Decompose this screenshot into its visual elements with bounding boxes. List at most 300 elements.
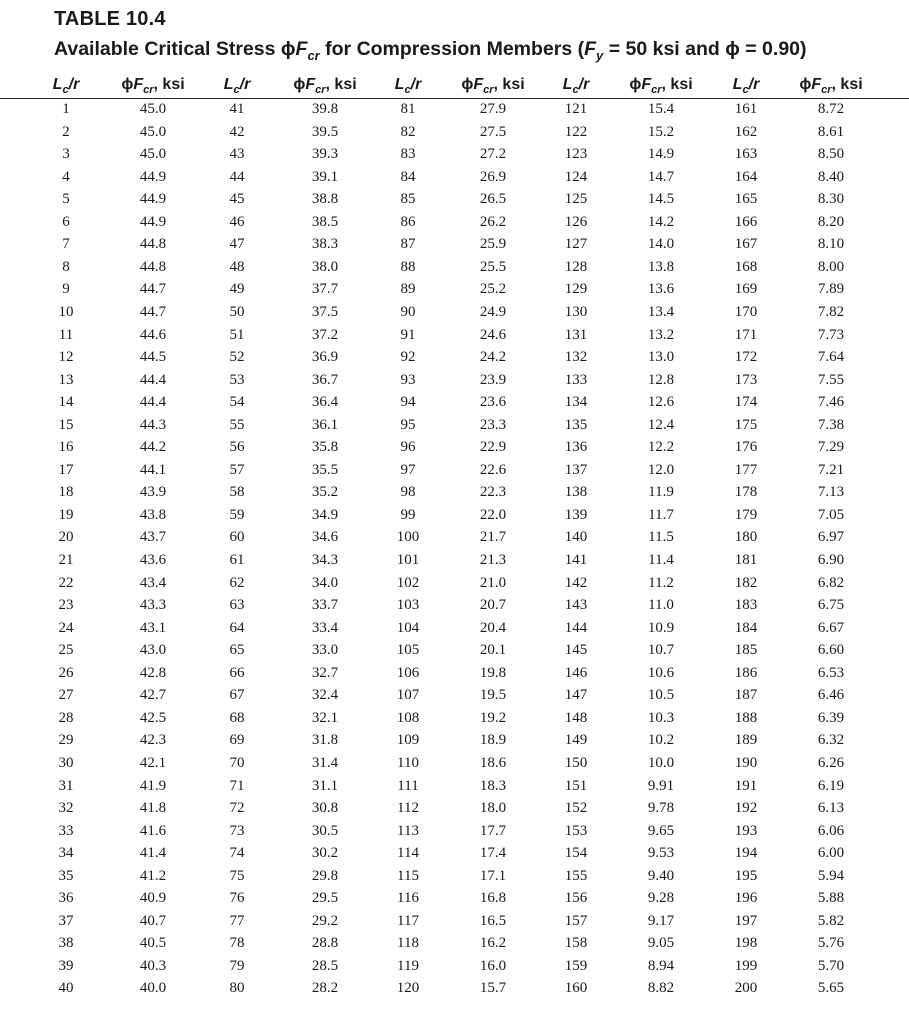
table-row [0,640,909,663]
lc-r-value: 104 [396,619,420,636]
phi-fcr-value: 5.94 [817,867,845,884]
phi-fcr-value: 43.4 [139,574,167,591]
phi-fcr-value: 24.2 [479,349,507,366]
phi-fcr-value: 14.9 [647,146,675,163]
phi-fcr-value: 6.60 [817,642,845,659]
table-row [0,708,909,731]
phi-fcr-value: 29.2 [311,912,339,929]
lc-r-value: 119 [397,957,419,974]
lc-r-value: 199 [734,957,758,974]
lc-r-value: 123 [564,146,588,163]
lc-r-value: 103 [396,597,420,614]
header-f: F [811,76,822,93]
phi-fcr-value: 26.2 [479,213,507,230]
lc-r-value: 4 [62,168,70,185]
table-row [0,527,909,550]
phi-fcr-value: 43.6 [139,552,167,568]
lc-r-value: 3 [62,146,70,163]
phi-fcr-value: 16.8 [479,890,507,907]
header-cr-sub [315,84,325,96]
lc-r-value: 193 [734,822,758,839]
lc-r-value: 111 [397,777,419,794]
lc-r-value: 101 [396,552,420,568]
lc-r-value: 13 [58,371,74,388]
phi-fcr-value: 30.8 [311,800,339,817]
lc-r-value: 134 [564,394,588,411]
phi-fcr-value: 20.1 [479,642,507,659]
lc-r-value: 22 [58,574,74,591]
header-lc-l: L [562,76,573,93]
header-f: F [133,76,144,93]
lc-r-value: 81 [400,101,416,117]
phi-fcr-value: 13.6 [647,281,675,298]
phi-fcr-value: 8.50 [817,146,845,163]
phi-fcr-value: 31.8 [311,732,339,749]
lc-r-value: 90 [400,303,416,320]
lc-r-value: 85 [400,191,416,208]
lc-r-value: 19 [58,506,74,523]
lc-r-value: 186 [734,664,758,681]
phi-fcr-value: 6.39 [817,709,845,726]
lc-r-value: 95 [400,416,416,433]
phi-fcr-value: 27.5 [479,123,507,140]
lc-r-value: 50 [229,303,245,320]
header-lc-c: c [233,84,240,97]
table-row [0,933,909,956]
lc-r-value: 150 [564,754,588,771]
phi-fcr-value: 38.0 [311,258,339,275]
lc-r-value: 179 [734,506,758,523]
phi-fcr-value: 11.2 [648,574,674,591]
phi-fcr-value: 33.4 [311,619,339,636]
lc-r-value: 108 [396,709,420,726]
phi-fcr-value: 7.29 [817,439,845,456]
phi-fcr-value: 28.8 [311,935,339,952]
lc-r-value: 2 [62,123,70,140]
lc-r-value: 38 [58,935,74,952]
phi-fcr-value: 12.6 [647,394,675,411]
lc-r-value: 16 [58,439,74,456]
phi-fcr-value: 25.5 [479,258,507,275]
phi-fcr-value: 23.9 [479,371,507,388]
table-row [0,843,909,866]
phi-fcr-value: 34.3 [311,552,339,568]
lc-r-value: 41 [229,101,245,117]
phi-fcr-value: 19.2 [479,709,507,726]
lc-r-value: 93 [400,371,416,388]
lc-r-value: 129 [564,281,588,298]
lc-r-value: 18 [58,484,74,501]
lc-r-value: 82 [400,123,416,140]
phi-fcr-value: 34.6 [311,529,339,546]
phi-fcr-value: 25.9 [479,236,507,253]
header-phi: ϕ [293,76,306,93]
lc-r-value: 56 [229,439,245,456]
lc-r-value: 138 [564,484,588,501]
phi-fcr-value: 42.8 [139,664,167,681]
lc-r-value: 141 [564,552,588,568]
phi-fcr-value: 9.17 [647,912,675,929]
phi-fcr-value: 15.4 [647,101,675,117]
phi-fcr-value: 14.5 [647,191,675,208]
lc-r-value: 66 [229,664,245,681]
table-row [0,978,909,1001]
phi-fcr-value: 43.9 [139,484,167,501]
lc-r-value: 39 [58,957,74,974]
lc-r-value: 170 [734,303,758,320]
phi-fcr-value: 21.0 [479,574,507,591]
phi-fcr-value: 27.9 [479,101,507,117]
phi-fcr-value: 21.3 [479,552,507,568]
phi-fcr-value: 9.05 [647,935,675,952]
phi-fcr-value: 38.8 [311,191,339,208]
lc-r-value: 166 [734,213,758,230]
phi-fcr-value: 37.5 [311,303,339,320]
header-cr: cr [821,84,832,97]
lc-r-value: 72 [229,800,245,817]
lc-r-value: 173 [734,371,758,388]
phi-fcr-value: 22.0 [479,506,507,523]
lc-r-value: 135 [564,416,588,433]
header-cr: cr [143,84,154,97]
phi-fcr-value: 10.6 [647,664,675,681]
phi-fcr-value: 42.1 [139,754,167,771]
header-phi: ϕ [121,76,134,93]
lc-r-value: 26 [58,664,74,681]
lc-r-value: 190 [734,754,758,771]
phi-fcr-value: 7.05 [817,506,845,523]
phi-fcr-value: 33.7 [311,597,339,614]
phi-fcr-value: 17.7 [479,822,507,839]
table-row [0,302,909,325]
lc-r-value: 47 [229,236,245,253]
table-row [0,685,909,708]
header-cr-sub [651,84,661,96]
phi-fcr-value: 16.0 [479,957,507,974]
phi-fcr-value: 5.76 [817,935,845,952]
header-phi-fcr [799,76,862,96]
phi-fcr-value: 10.5 [647,687,675,704]
lc-r-value: 114 [397,845,419,862]
phi-fcr-value: 12.2 [647,439,675,456]
table-row [0,888,909,911]
header-lc-l: L [394,76,405,93]
lc-r-value: 49 [229,281,245,298]
table-row [0,347,909,370]
phi-fcr-value: 37.7 [311,281,339,298]
lc-r-value: 51 [229,326,245,343]
phi-fcr-value: 32.1 [311,709,339,726]
phi-fcr-value: 44.6 [139,326,167,343]
lc-r-value: 106 [396,664,420,681]
phi-fcr-value: 16.5 [479,912,507,929]
phi-fcr-value: 12.4 [647,416,675,433]
lc-r-value: 161 [734,101,758,117]
phi-fcr-value: 21.7 [479,529,507,546]
phi-fcr-value: 44.9 [139,191,167,208]
lc-r-value: 32 [58,800,74,817]
lc-r-value: 107 [396,687,420,704]
header-cr-sub [483,84,493,96]
phi-fcr-value: 8.40 [817,168,845,185]
lc-r-value: 197 [734,912,758,929]
lc-r-value: 74 [229,845,245,862]
lc-r-value: 46 [229,213,245,230]
phi-fcr-value: 16.2 [479,935,507,952]
phi-fcr-value: 8.94 [647,957,675,974]
lc-r-value: 70 [229,754,245,771]
header-f: F [305,76,316,93]
lc-r-value: 172 [734,349,758,366]
phi-fcr-value: 12.0 [647,461,675,478]
phi-fcr-value: 44.8 [139,236,167,253]
lc-r-value: 73 [229,822,245,839]
lc-r-value: 165 [734,191,758,208]
phi-fcr-value: 20.4 [479,619,507,636]
lc-r-value: 40 [58,980,74,997]
table-row [0,257,909,280]
lc-r-value: 8 [62,258,70,275]
caption-mid: for Compression Members ( [319,38,585,60]
table-row [0,370,909,393]
lc-r-value: 62 [229,574,245,591]
phi-fcr-value: 9.28 [647,890,675,907]
phi-fcr-value: 17.1 [479,867,507,884]
lc-r-value: 79 [229,957,245,974]
lc-r-value: 92 [400,349,416,366]
header-lc-c: c [572,84,579,97]
lc-r-value: 156 [564,890,588,907]
lc-r-value: 75 [229,867,245,884]
lc-r-value: 71 [229,777,245,794]
phi-fcr-value: 7.13 [817,484,845,501]
phi-fcr-value: 17.4 [479,845,507,862]
table-header-row [0,74,909,99]
phi-fcr-value: 43.1 [139,619,167,636]
lc-r-value: 23 [58,597,74,614]
header-lc-rest: /r [748,76,760,93]
table-row [0,956,909,979]
lc-r-value: 99 [400,506,416,523]
header-lc-rest: /r [578,76,590,93]
lc-r-value: 117 [397,912,419,929]
lc-r-value: 31 [58,777,74,794]
phi-fcr-value: 20.7 [479,597,507,614]
header-lc-r [53,76,80,96]
header-phi: ϕ [461,76,474,93]
lc-r-value: 196 [734,890,758,907]
lc-r-value: 139 [564,506,588,523]
lc-r-value: 88 [400,258,416,275]
lc-r-value: 159 [564,957,588,974]
lc-r-value: 198 [734,935,758,952]
phi-fcr-value: 43.7 [139,529,167,546]
phi-fcr-value: 18.3 [479,777,507,794]
phi-fcr-value: 8.61 [817,123,845,140]
table-row [0,437,909,460]
phi-fcr-value: 32.4 [311,687,339,704]
header-lc-c: c [742,84,749,97]
caption-fy: F [584,38,597,60]
lc-r-value: 153 [564,822,588,839]
phi-fcr-value: 18.0 [479,800,507,817]
table-row [0,144,909,167]
table-row [0,866,909,889]
table-row [0,821,909,844]
caption-phi: ϕ [280,38,296,60]
lc-r-value: 154 [564,845,588,862]
phi-fcr-value: 36.1 [311,416,339,433]
lc-r-value: 45 [229,191,245,208]
lc-r-value: 144 [564,619,588,636]
lc-r-value: 105 [396,642,420,659]
phi-fcr-value: 44.9 [139,213,167,230]
phi-fcr-value: 6.67 [817,619,845,636]
header-lc-c: c [62,84,69,97]
lc-r-value: 83 [400,146,416,163]
header-cr: cr [651,84,662,97]
lc-r-value: 21 [58,552,74,568]
lc-r-value: 127 [564,236,588,253]
phi-fcr-value: 33.0 [311,642,339,659]
table-row [0,595,909,618]
lc-r-value: 132 [564,349,588,366]
lc-r-value: 192 [734,800,758,817]
phi-fcr-value: 44.3 [139,416,167,433]
lc-r-value: 6 [62,213,70,230]
phi-fcr-value: 6.97 [817,529,845,546]
phi-fcr-value: 44.9 [139,168,167,185]
lc-r-value: 120 [396,980,420,997]
phi-fcr-value: 29.8 [311,867,339,884]
lc-r-value: 176 [734,439,758,456]
lc-r-value: 89 [400,281,416,298]
lc-r-value: 137 [564,461,588,478]
phi-fcr-value: 10.2 [647,732,675,749]
table-row [0,460,909,483]
phi-fcr-value: 6.32 [817,732,845,749]
lc-r-value: 115 [397,867,419,884]
lc-r-value: 145 [564,642,588,659]
phi-fcr-value: 9.40 [647,867,675,884]
lc-r-value: 78 [229,935,245,952]
lc-r-value: 116 [397,890,419,907]
lc-r-value: 133 [564,371,588,388]
lc-r-value: 151 [564,777,588,794]
phi-fcr-value: 41.6 [139,822,167,839]
phi-fcr-value: 44.4 [139,371,167,388]
phi-fcr-value: 36.7 [311,371,339,388]
table-row [0,392,909,415]
header-phi-fcr [121,76,184,96]
phi-fcr-value: 11.0 [648,597,674,614]
lc-r-value: 113 [397,822,419,839]
table-caption [54,38,807,63]
lc-r-value: 20 [58,529,74,546]
header-ksi: , ksi [325,76,357,93]
lc-r-value: 61 [229,552,245,568]
lc-r-value: 27 [58,687,74,704]
lc-r-value: 146 [564,664,588,681]
table-row [0,99,909,122]
header-lc-rest: /r [68,76,80,93]
lc-r-value: 7 [62,236,70,253]
header-lc-r [224,76,251,96]
lc-r-value: 147 [564,687,588,704]
phi-fcr-value: 45.0 [139,146,167,163]
phi-fcr-value: 6.46 [817,687,845,704]
phi-fcr-value: 23.6 [479,394,507,411]
lc-r-value: 68 [229,709,245,726]
phi-fcr-value: 38.5 [311,213,339,230]
lc-r-value: 12 [58,349,74,366]
header-lc-rest: /r [410,76,422,93]
lc-r-value: 130 [564,303,588,320]
lc-r-value: 91 [400,326,416,343]
table-row [0,798,909,821]
phi-fcr-value: 19.8 [479,664,507,681]
phi-fcr-value: 25.2 [479,281,507,298]
table-row [0,415,909,438]
phi-fcr-value: 7.38 [817,416,845,433]
lc-r-value: 195 [734,867,758,884]
lc-r-value: 52 [229,349,245,366]
phi-fcr-value: 10.9 [647,619,675,636]
lc-r-value: 181 [734,552,758,568]
lc-r-value: 55 [229,416,245,433]
phi-fcr-value: 15.7 [479,980,507,997]
lc-r-value: 28 [58,709,74,726]
lc-r-value: 1 [62,101,70,117]
lc-r-value: 180 [734,529,758,546]
phi-fcr-value: 40.7 [139,912,167,929]
lc-r-value: 164 [734,168,758,185]
header-ksi: , ksi [153,76,185,93]
lc-r-value: 9 [62,281,70,298]
phi-fcr-value: 10.3 [647,709,675,726]
phi-fcr-value: 8.20 [817,213,845,230]
lc-r-value: 34 [58,845,74,862]
table-row [0,550,909,573]
lc-r-value: 189 [734,732,758,749]
lc-r-value: 183 [734,597,758,614]
phi-fcr-value: 31.4 [311,754,339,771]
phi-fcr-value: 11.9 [648,484,674,501]
phi-fcr-value: 15.2 [647,123,675,140]
table-row [0,730,909,753]
phi-fcr-value: 45.0 [139,123,167,140]
table-row [0,776,909,799]
phi-fcr-value: 13.4 [647,303,675,320]
phi-fcr-value: 6.82 [817,574,845,591]
phi-fcr-value: 43.8 [139,506,167,523]
phi-fcr-value: 26.9 [479,168,507,185]
phi-fcr-value: 11.7 [648,506,674,523]
header-lc-r [733,76,760,96]
table-number: TABLE 10.4 [54,8,166,30]
lc-r-value: 131 [564,326,588,343]
lc-r-value: 124 [564,168,588,185]
header-phi: ϕ [629,76,642,93]
lc-r-value: 64 [229,619,245,636]
lc-r-value: 87 [400,236,416,253]
phi-fcr-value: 36.4 [311,394,339,411]
phi-fcr-value: 23.3 [479,416,507,433]
phi-fcr-value: 43.0 [139,642,167,659]
phi-fcr-value: 40.0 [139,980,167,997]
lc-r-value: 158 [564,935,588,952]
phi-fcr-value: 44.8 [139,258,167,275]
